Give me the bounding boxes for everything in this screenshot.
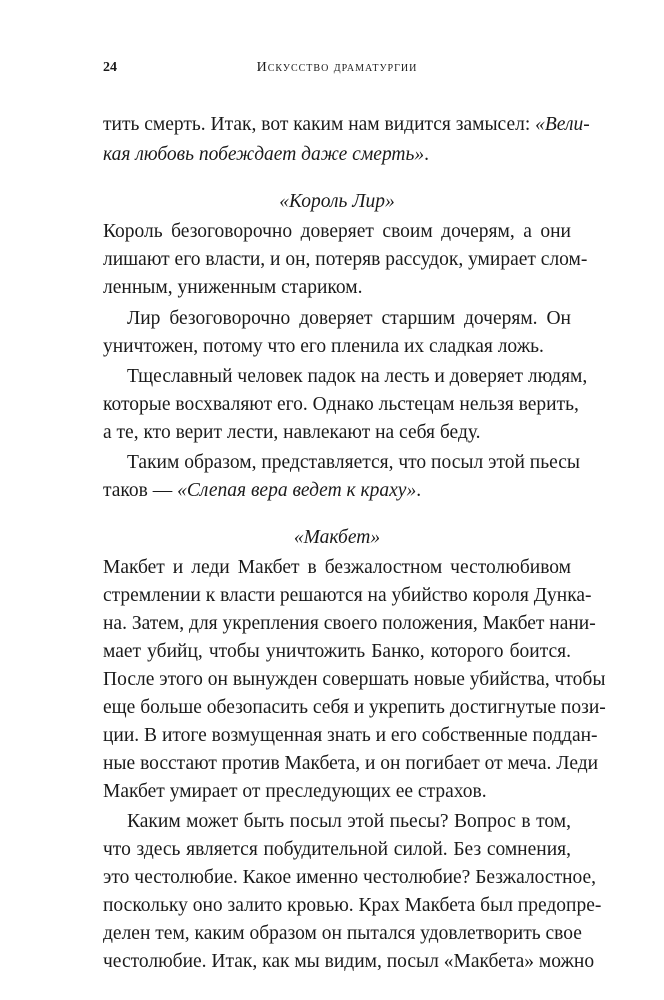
- text-line: стремлении к власти решаются на убийство короля Дунка-: [103, 585, 592, 606]
- text-line: [103, 110, 590, 140]
- text-line: еще больше обезопасить себя и укрепить достигнутые пози-: [103, 697, 606, 718]
- italic-span: «Слепая вера ведет к краху»: [177, 480, 417, 501]
- text-line: лишают его власти, и он, потеряв рассудок, умирает слом-: [103, 249, 588, 270]
- text-line: Макбет и леди Макбет в безжалостном честолюбивом: [103, 557, 571, 578]
- text-line: Лир безоговорочно доверяет старшим дочерям. Он: [127, 308, 571, 329]
- section-heading-macbeth: «Макбет»: [293, 527, 381, 548]
- text-line: честолюбие. Итак, как мы видим, посыл «Макбета» можно: [103, 951, 595, 972]
- text-line: делен тем, каким образом он пытался удовлетворить свое: [103, 923, 582, 944]
- text-line: что здесь является побудительной силой. Без сомнения,: [103, 839, 571, 860]
- text-line: Макбет умирает от преследующих ее страхов.: [103, 781, 487, 802]
- text-line: которые восхваляют его. Однако льстецам нельзя верить,: [103, 394, 579, 415]
- text-line: ции. В итоге возмущенная знать и его собственные поддан-: [103, 725, 598, 746]
- text-line: Король безоговорочно доверяет своим дочерям, а они: [103, 221, 571, 242]
- text-line: Каким может быть посыл этой пьесы? Вопрос в том,: [127, 811, 571, 832]
- text-line: После этого он вынужден совершать новые убийства, чтобы: [103, 669, 606, 690]
- text-span: таков —: [103, 480, 178, 501]
- text-span: .: [416, 480, 422, 501]
- section-heading-king-lear: «Король Лир»: [279, 191, 395, 212]
- text-line: поскольку оно залито кровью. Крах Макбета был предопре-: [103, 895, 602, 916]
- italic-span: кая любовь побеждает даже смерть»: [103, 144, 425, 165]
- text-line: уничтожен, потому что его пленила их сладкая ложь.: [103, 336, 544, 357]
- page-number: 24: [103, 60, 117, 75]
- text-line: это честолюбие. Какое именно честолюбие? Безжалостное,: [103, 867, 597, 888]
- text-span: .: [424, 144, 430, 165]
- running-title: Искусство драматургии: [256, 60, 418, 75]
- text-line: Таким образом, представляется, что посыл этой пьесы: [127, 452, 581, 473]
- italic-span: «Вели-: [535, 114, 590, 135]
- text-line: на. Затем, для укрепления своего положения, Макбет нани-: [103, 613, 596, 634]
- page-header: [103, 60, 571, 82]
- text-line: ные восстают против Макбета, и он погибает от меча. Леди: [103, 753, 599, 774]
- text-line: ленным, униженным стариком.: [103, 277, 363, 298]
- text-line: а те, кто верит лести, навлекают на себя беду.: [103, 422, 481, 443]
- text-span: тить смерть. Итак, вот каким нам видится замысел:: [103, 114, 536, 135]
- text-line: [103, 140, 571, 170]
- text-line: [103, 476, 571, 506]
- text-line: мает убийц, чтобы уничтожить Банко, которого боится.: [103, 641, 571, 662]
- text-line: Тщеславный человек падок на лесть и доверяет людям,: [127, 366, 588, 387]
